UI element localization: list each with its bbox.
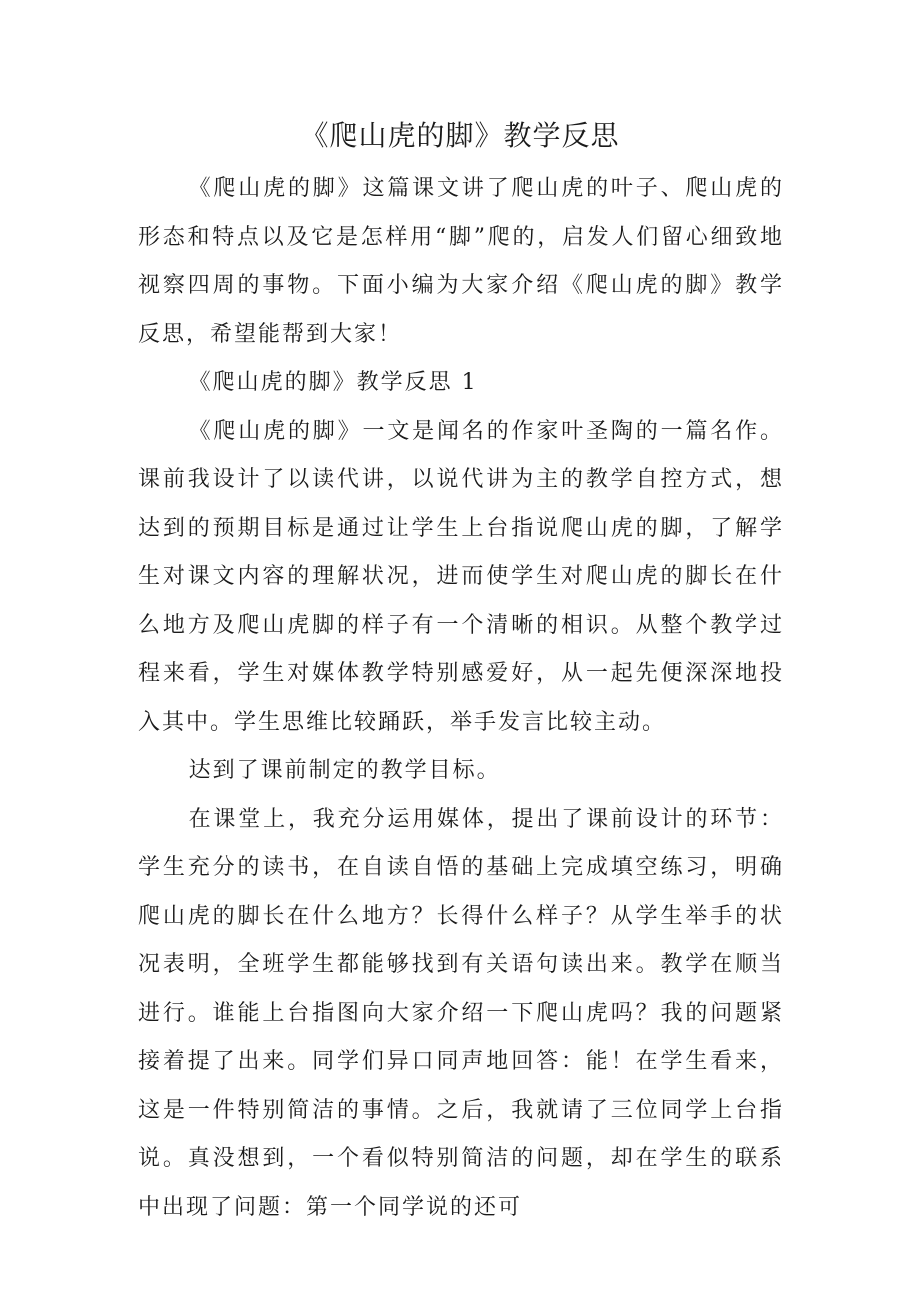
paragraph-3: 在课堂上，我充分运用媒体，提出了课前设计的环节：学生充分的读书，在自读自悟的基础上完成填空练习，明确爬山虎的脚长在什么地方？长得什么样子？从学生举手的状况表明，全班学生都能够找到有关语句读出来。教学在顺当进行。谁能上台指图向大家介绍一下爬山虎吗？我的问题紧接着提了出来。同学们异口同声地回答：能！在学生看来，这是一件特别简洁的事情。之后，我就请了三位同学上台指说。真没想到，一个看似特别简洁的问题，却在学生的联系中出现了问题：第一个同学说的还可 <box>138 806 784 1220</box>
section-heading: 《爬山虎的脚》教学反思 1 <box>188 370 478 395</box>
paragraph-2: 达到了课前制定的教学目标。 <box>188 758 501 783</box>
document-body <box>138 165 784 1232</box>
paragraph-intro: 《爬山虎的脚》这篇课文讲了爬山虎的叶子、爬山虎的形态和特点以及它是怎样用“脚”爬的，启发人们留心细致地视察四周的事物。下面小编为大家介绍《爬山虎的脚》教学反思，希望能帮到大家！ <box>138 176 784 347</box>
document-title: 《爬山虎的脚》教学反思 <box>300 119 620 152</box>
paragraph-1: 《爬山虎的脚》一文是闻名的作家叶圣陶的一篇名作。课前我设计了以读代讲，以说代讲为主的教学自控方式，想达到的预期目标是通过让学生上台指说爬山虎的脚，了解学生对课文内容的理解状况，进而使学生对爬山虎的脚长在什么地方及爬山虎脚的样子有一个清晰的相识。从整个教学过程来看，学生对媒体教学特别感爱好，从一起先便深深地投入其中。学生思维比较踊跃，举手发言比较主动。 <box>138 418 784 735</box>
